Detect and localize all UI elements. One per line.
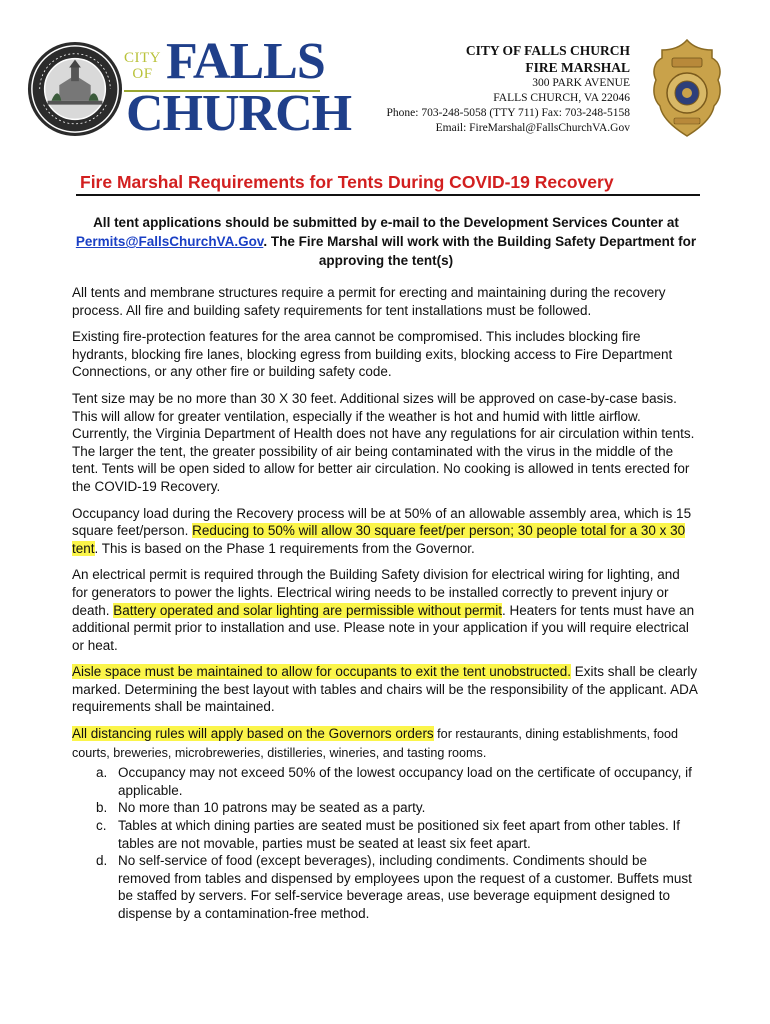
document-title: Fire Marshal Requirements for Tents During COVID-19 Recovery — [80, 172, 614, 192]
fire-marshal-badge-icon — [650, 38, 724, 138]
paragraph-occupancy: Occupancy load during the Recovery process will be at 50% of an allowable assembly area, which is 15 square feet/person. Reducing to 50% will allow 30 square feet/per person; 30 people total for a 30 x 30 tent. This is based on the Phase 1 requirements from the Governor. — [72, 505, 692, 556]
wordmark-city-of: CITY OF — [124, 50, 161, 82]
highlight-lighting: Battery operated and solar lighting are permissible without permit — [113, 602, 502, 618]
office-contact-block — [310, 42, 630, 136]
title-underline — [76, 194, 700, 196]
office-title-2: FIRE MARSHAL — [525, 60, 630, 75]
list-item: a. Occupancy may not exceed 50% of the lowest occupancy load on the certificate of occupancy, if applicable. — [96, 765, 692, 798]
wordmark-falls: FALLS — [166, 33, 325, 90]
list-item: b. No more than 10 patrons may be seated as a party. — [96, 800, 426, 816]
highlight-distancing: All distancing rules will apply based on the Governors orders — [72, 726, 434, 742]
paragraph-electrical: An electrical permit is required through the Building Safety division for electrical wiring for lighting, and for generators to power the lights. Electrical wiring needs to be installed correctly to prevent injury or death. Battery operated and solar lighting are permissible without permit. Heaters for tents must have an additional permit prior to installation and use. Please note in your application if you will require electrical or heat. — [72, 567, 695, 653]
paragraph-aisle-space: Aisle space must be maintained to allow for occupants to exit the tent unobstructed. Exits shall be clearly marked. Determining the best layout with tables and chairs will be the responsibility of the applicant. ADA requirements shall be maintained. — [72, 664, 698, 715]
office-email: Email: FireMarshal@FallsChurchVA.Gov — [435, 122, 630, 134]
letterhead — [0, 0, 770, 150]
paragraph-tent-size: Tent size may be no more than 30 X 30 feet. Additional sizes will be approved on case-by-case basis. This will allow for greater ventilation, especially if the weather is hot and humid with little airflow. Currently, the Virginia Department of Health does not have any regulations for air circulation within tents. The larger the tent, the greater possibility of air being contaminated with the virus in the middle of the tent. Tents will be open sided to allow for better air circulation. No cooking is allowed in tents erected for the COVID-19 Recovery. — [72, 390, 695, 494]
office-address-1: 300 PARK AVENUE — [532, 77, 630, 89]
paragraph-permit: All tents and membrane structures require a permit for erecting and maintaining during the recovery process. All fire and building safety requirements for tent installations must be followed. — [72, 285, 666, 318]
office-address-2: FALLS CHURCH, VA 22046 — [493, 92, 630, 104]
city-wordmark-logo — [120, 33, 352, 142]
highlight-occupancy: Reducing to 50% will allow 30 square feet/per person; 30 people total for a 30 x 30 tent — [72, 523, 686, 556]
paragraph-fire-protection: Existing fire-protection features for the area cannot be compromised. This includes blocking fire hydrants, blocking fire lanes, blocking egress from building exits, blocking access to Fire Department Connections, or any other fire or building safety code. — [72, 329, 673, 380]
office-phone: Phone: 703-248-5058 (TTY 711) Fax: 703-248-5158 — [386, 107, 630, 119]
list-item: d. No self-service of food (except beverages), including condiments. Condiments should be removed from tables and dispensed by employees upon the request of a customer. Buffets must be staffed by servers. For self-service beverage areas, use beverage equipment designed to dispense by a contamination-free method. — [96, 853, 692, 921]
list-item: c. Tables at which dining parties are seated must be positioned six feet apart from other tables. If tables are not movable, parties must be seated at least six feet apart. — [96, 818, 681, 851]
office-title-1: CITY OF FALLS CHURCH — [465, 43, 630, 58]
permits-email-link[interactable]: Permits@FallsChurchVA.Gov — [75, 234, 264, 249]
highlight-aisle: Aisle space must be maintained to allow for occupants to exit the tent unobstructed. — [72, 664, 572, 680]
city-seal-icon — [26, 40, 124, 138]
intro-paragraph: All tent applications should be submitted by e-mail to the Development Services Counter at Permits@FallsChurchVA.Gov. The Fire Marshal will work with the Building Safety Department for approving the tent(s) — [75, 215, 697, 268]
wordmark-church: CHURCH — [126, 85, 352, 142]
paragraph-distancing: All distancing rules will apply based on the Governors orders for restaurants, dining establishments, food courts, breweries, microbreweries, distilleries, wineries, and tasting rooms. — [72, 726, 678, 760]
requirements-list — [72, 764, 698, 922]
document-body — [72, 284, 698, 923]
